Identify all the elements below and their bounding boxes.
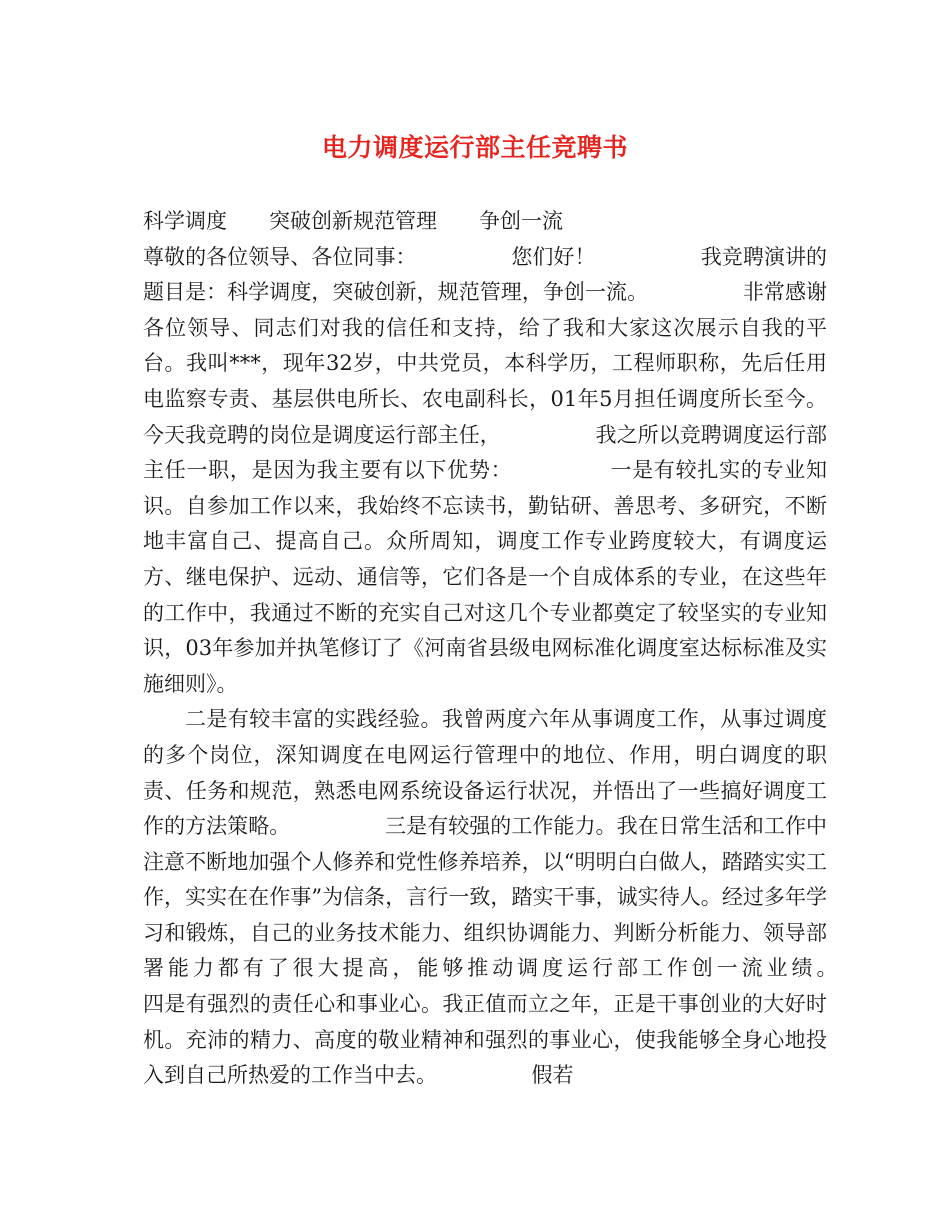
body-paragraph-1: 尊敬的各位领导、各位同事： 您们好！ 我竞聘演讲的题目是：科学调度，突破创新，规范管理，争创一流。 非常感谢各位领导、同志们对我的信任和支持，给了我和大家这次展示自我的平台。我叫***，现年32岁，中共党员，本科学历，工程师职称，先后任用电监察专责、基层供电所长、农电副科长，01年5月担任调度所长至今。今天我竞聘的岗位是调度运行部主任， 我之所以竞聘调度运行部主任一职，是因为我主要有以下优势： 一是有较扎实的专业知识。自参加工作以来，我始终不忘读书，勤钻研、善思考、多研究，不断地丰富自己、提高自己。众所周知，调度工作专业跨度较大，有调度运方、继电保护、远动、通信等，它们各是一个自成体系的专业，在这些年的工作中，我通过不断的充实自己对这几个专业都奠定了较坚实的专业知识，03年参加并执笔修订了《河南省县级电网标准化调度室达标标准及实施细则》。 [143, 244, 827, 696]
body-paragraph-2: 二是有较丰富的实践经验。我曾两度六年从事调度工作，从事过调度的多个岗位，深知调度在电网运行管理中的地位、作用，明白调度的职责、任务和规范，熟悉电网系统设备运行状况，并悟出了一些搞好调度工作的方法策略。 三是有较强的工作能力。我在日常生活和工作中注意不断地加强个人修养和党性修养培养，以“明明白白做人，踏踏实实工作，实实在在作事”为信条，言行一致，踏实干事，诚实待人。经过多年学习和锻炼，自己的业务技术能力、组织协调能力、判断分析能力、领导部署能力都有了很大提高，能够推动调度运行部工作创一流业绩。 四是有强烈的责任心和事业心。我正值而立之年，正是干事创业的大好时机。充沛的精力、高度的敬业精神和强烈的事业心，使我能够全身心地投入到自己所热爱的工作当中去。 假若 [143, 707, 932, 1088]
document-body [143, 204, 932, 1094]
document-title: 电力调度运行部主任竞聘书 [321, 133, 628, 162]
subtitle-line: 科学调度 突破创新规范管理 争创一流 [143, 209, 563, 233]
